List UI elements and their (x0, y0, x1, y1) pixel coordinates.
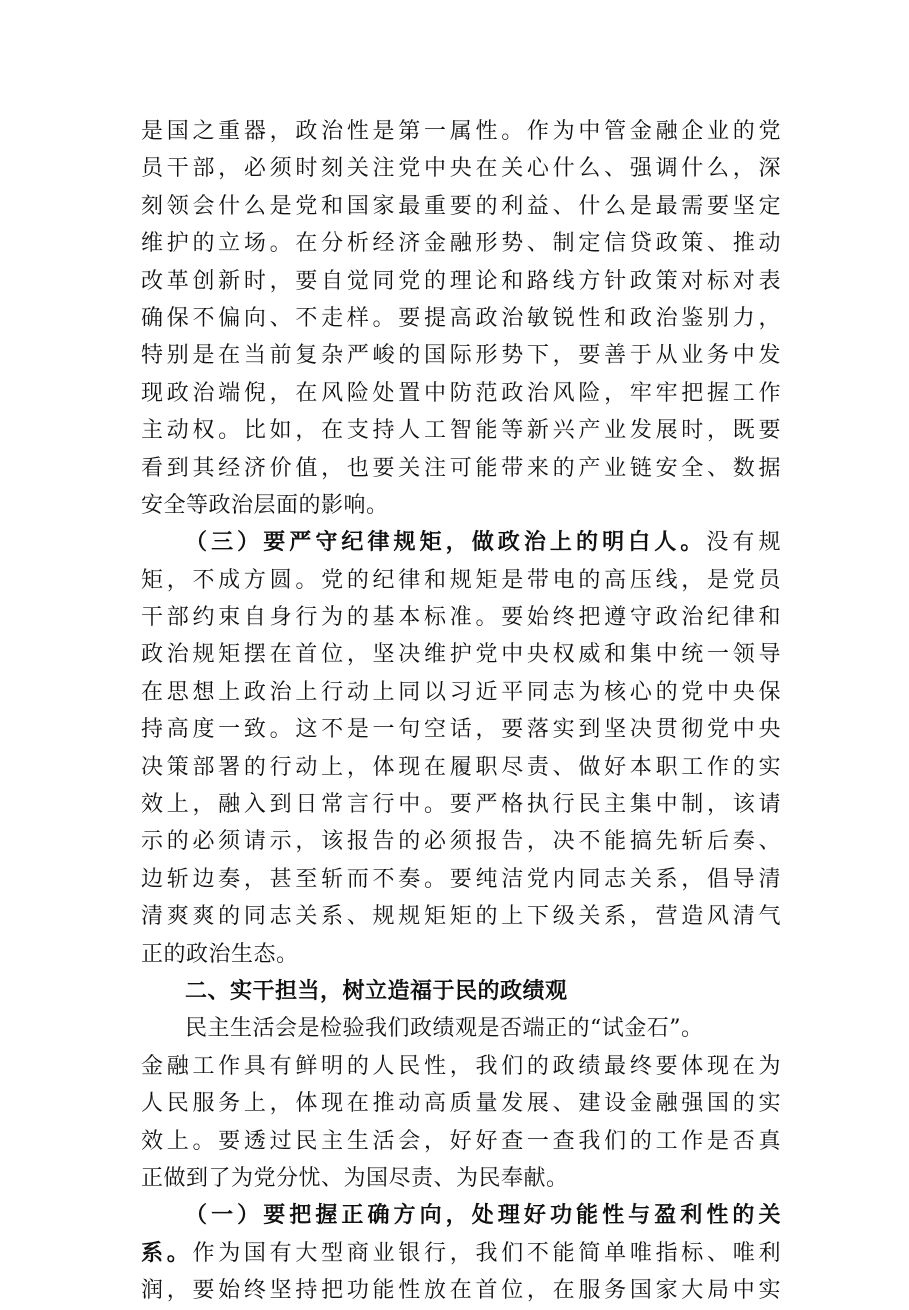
text-line: 现政治端倪，在风险处置中防范政治风险，牢牢把握工作 (141, 380, 781, 406)
subheading-continuation-line (141, 1235, 781, 1272)
text-line: 安全等政治层面的影响。 (141, 492, 389, 518)
text-line: 决策部署的行动上，体现在履职尽责、做好本职工作的实 (141, 754, 781, 780)
text-line: 人民服务上，体现在推动高质量发展、建设金融强国的实 (141, 1091, 781, 1117)
paragraph-start: 作为国有大型商业银行，我们不能简单唯指标、唯利 (192, 1240, 781, 1266)
text-line: 效上。要透过民主生活会，好好查一查我们的工作是否真 (141, 1128, 781, 1154)
text-line: 金融工作具有鲜明的人民性，我们的政绩最终要体现在为 (141, 1053, 781, 1079)
text-line: 正做到了为党分忧、为国尽责、为民奉献。 (141, 1165, 569, 1191)
subheading-1-end: 系。 (141, 1239, 193, 1266)
text-line: 主动权。比如，在支持人工智能等新兴产业发展时，既要 (141, 418, 781, 444)
text-line: 清爽爽的同志关系、规规矩矩的上下级关系，营造风清气 (141, 904, 781, 930)
text-line: 持高度一致。这不是一句空话，要落实到坚决贯彻党中央 (141, 717, 781, 743)
text-line: 看到其经济价值，也要关注可能带来的产业链安全、数据 (141, 455, 781, 481)
text-line: 改革创新时，要自觉同党的理论和路线方针政策对标对表 (141, 268, 781, 294)
text-line: 是国之重器，政治性是第一属性。作为中管金融企业的党 (141, 119, 781, 144)
text-line: 示的必须请示，该报告的必须报告，决不能搞先斩后奏、 (141, 829, 781, 855)
text-line: 在思想上政治上行动上同以习近平同志为核心的党中央保 (141, 679, 781, 705)
text-line: 效上，融入到日常言行中。要严格执行民主集中制，该请 (141, 792, 781, 818)
section-heading-2: 二、实干担当，树立造福于民的政绩观 (185, 977, 568, 1004)
text-line: 员干部，必须时刻关注党中央在关心什么、强调什么，深 (141, 156, 781, 182)
document-body (141, 113, 781, 1310)
text-line: 确保不偏向、不走样。要提高政治敏锐性和政治鉴别力， (141, 305, 781, 331)
subheading-3: （三）要严守纪律规矩，做政治上的明白人。 (185, 529, 707, 556)
text-line: 刻领会什么是党和国家最重要的利益、什么是最需要坚定 (141, 193, 781, 219)
text-line: 特别是在当前复杂严峻的国际形势下，要善于从业务中发 (141, 343, 781, 369)
subheading-1: （一）要把握正确方向，处理好功能性与盈利性的关 (185, 1202, 781, 1229)
text-line: 维护的立场。在分析经济金融形势、制定信贷政策、推动 (141, 231, 781, 257)
text-line: 干部约束自身行为的基本标准。要始终把遵守政治纪律和 (141, 605, 781, 631)
paragraph-start: 没有规 (706, 530, 781, 556)
text-line: 边斩边奏，甚至斩而不奏。要纯洁党内同志关系，倡导清 (141, 866, 781, 892)
text-line: 正的政治生态。 (141, 941, 299, 967)
text-line: 政治规矩摆在首位，坚决维护党中央权威和集中统一领导 (141, 642, 781, 668)
text-line: 润，要始终坚持把功能性放在首位，在服务国家大局中实 (141, 1278, 781, 1304)
subheading-line (141, 524, 781, 561)
text-line: 民主生活会是检验我们政绩观是否端正的“试金石”。 (185, 1016, 704, 1042)
text-line: 矩，不成方圆。党的纪律和规矩是带电的高压线，是党员 (141, 567, 781, 593)
